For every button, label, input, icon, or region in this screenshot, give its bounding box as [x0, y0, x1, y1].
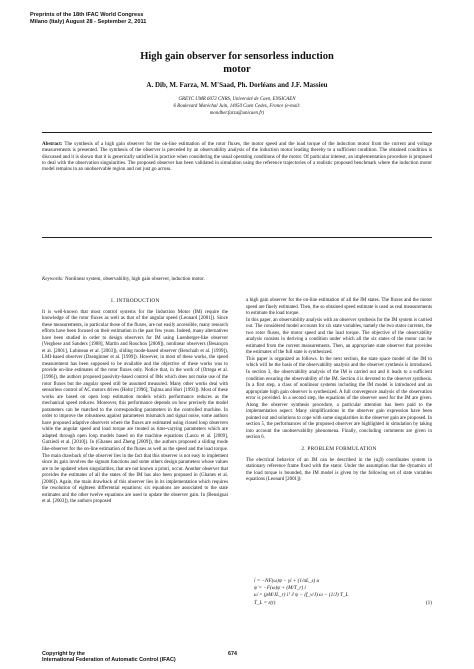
copyright-footer: [42, 651, 176, 664]
left-column: [42, 298, 228, 506]
equation-line-1: i̇ = −NF(ω)ψ − γi + (1/σL_s) u: [254, 578, 320, 584]
affiliation: [140, 97, 334, 117]
affiliation-email: mondher.farza@unicaen.fr): [209, 110, 265, 116]
conference-name: Preprints of the 18th IFAC World Congress: [30, 12, 144, 18]
equation-block: [254, 578, 432, 636]
page-number: 674: [228, 651, 237, 657]
right-column: [246, 298, 432, 484]
equation-line-4: Ṫ_L = ε(t): [254, 599, 276, 606]
keywords: [42, 276, 432, 282]
affiliation-line-2: 6 Boulevard Maréchal Juin, 14050 Caen Cedex, France (e-mail:: [173, 103, 301, 109]
section-title-introduction: 1. INTRODUCTION: [110, 298, 160, 304]
keywords-label: Keywords:: [42, 276, 64, 282]
equation-number: (1): [425, 600, 432, 606]
intro-continued-paragraph: a high gain observer for the on-line estimation of all the IM states. The fluxes and the motor speed are finely estimated. Then, the so obtained speed estimate is used as real measurements to estimate the load torque.: [246, 298, 432, 317]
paper-title: [60, 50, 414, 76]
equation-line-2: ψ̇ = −F(ω)ψ + (M/T_r) i: [254, 585, 306, 592]
problem-formulation-paragraph: The electrical behavior of an IM can be described in the (α,β) coordinates system in stationary reference frame fixed with the stator. Under the assumption that the dynamics of the load torque is bounded, the IM model is given by the following set of state variables equations (Leonard [2001]):: [246, 457, 432, 483]
abstract: [42, 141, 432, 172]
copyright-line-1: Copyright by the: [42, 651, 85, 657]
abstract-label: Abstract:: [42, 141, 63, 147]
equation-line-3: ω̇ = (pM/JL_r) iᵀ J ψ − (f_v/J) ω − (1/J) T_L: [254, 592, 349, 599]
title-line-1: High gain observer for sensorless induction: [140, 51, 334, 62]
abstract-text: The synthesis of a high gain observer for the on-line estimation of the rotor fluxes, the motor speed and the load torque of the induction motor from the current and voltage measurements is presented. The synthesis of the observer is preceded by an observability analysis of the induction motor leading thereby to a sufficient condition. The obtained condition is discussed and it is shown that it is generically satisfied in practice when considering the usual operating conditions of the motor. Of particular interest, an implementation procedure is proposed to deal with the observation singularities. The proposed observer has been validated in simulation using the reference trajectories of a realistic proposed benchmark where the induction motor model remains in an unobservable region and not just go across.: [42, 141, 433, 173]
affiliation-line-1: GREYC UMR 6072 CNRS, Université de Caen, ENSICAEN: [178, 97, 296, 102]
paper-aim-paragraph: In this paper, an observability analysis with an observer synthesis for the IM system is carried out. The considered model accounts for six state variables, namely the two stator currents, the two rotor fluxes, the motor speed and the load torque. The objective of the observability analysis consists in deriving a condition under which all the six states of the motor can be estimated from the current measurements. Then, an appropriate state observer that provides the estimates of the full state is synthesized.: [246, 317, 432, 356]
copyright-line-2: International Federation of Automatic Control (IFAC): [42, 657, 176, 664]
conference-header: [30, 12, 146, 26]
section-title-problem-formulation: 2. PROBLEM FORMULATION: [301, 446, 377, 453]
author-list: A. Dib, M. Farza, M. M'Saad, Ph. Dorléans and J.F. Massieu: [146, 81, 328, 89]
keywords-text: Nonlinear system, observability, high gain observer, induction motor.: [64, 276, 205, 282]
title-line-2: motor: [223, 64, 251, 75]
paper-organization-paragraph: This paper is organized as follows. In the next section, the state space model of the IM to which will be the basis of the observability analysis and the observer synthesis is introduced. In section 3, the observability analysis of the IM is carried out and it leads to a sufficient condition ensuring the observability of the IM. Section 4 is devoted to the observer synthesis. In a first step, a class of nonlinear systems including the IM model is introduced and an appropriate high gain observer is synthesized. A full convergence analysis of the observation error is provided. In a second step, the equations of the observer used for the IM are given. Along the observer synthesis procedure, a particular attention has been paid to the implementation aspect. Many simplifications in the observer gain expression have been pointed out and solutions to cope with some singularities in the observer gain are proposed. In section 5, the performances of the proposed observer are highlighted in simulation by taking into account the unobservability phenomena. Finally, concluding comments are given in section 6.: [246, 356, 432, 441]
conference-dates: Milano (Italy) August 28 - September 2, 2011: [30, 19, 147, 25]
intro-paragraph: It is well-known that most control systems for the Induction Motor (IM) require the knowledge of the rotor fluxes as well as that of the angular speed (Leonard [2001]). Since these measurements, in particular those of the fluxes, are not easily accessible, many research efforts have been focused on their estimation in the past few years. Indeed, many alternatives have been studied in order to design observers for IM using Luenberger-like observer (Verghese and Sanders [1988], Martin and Rouchon [2000]), nonlinear observers (Besançon et al. [2001], Lubineau et al. [2003]), sliding mode-based observer (Benchaib et al. [1999]), LMI-based observer (Dzenginner et al. [1999]). However, in most of these works, the speed measurement has been supposed to be available and the objective of these works was to provide on-line estimates of the rotor fluxes only. Notice that, in the work of (Ortega et al. [1996]), the authors proposed passivity-based control of IMs which does not make use of the rotor fluxes but the angular speed still be assumed measured. Many other works deal with sensorless control of AC motors drives (Holtz [1996], Tajima and Hori [1993]). Most of these works are based on open loop estimation models which performance reduces as the mechanical speed reduces. Moreover, this performance depends on how precisely the model parameters can be matched to the corresponding parameters in the controlled machine. In order to improve the robustness against parameters mismatch and signal noise, some authors have proposed adaptive observers where the fluxes are estimated using closed loop observers while the angular speed and load torque are treated as time-varying parameters which are adapted through open loop models based on the machine equations (Lascu et al. [2009], Garziedi et al. [2010]). In (Ghanes and Zheng [2009]), the authors proposed a sliding mode like-observer for the on-line estimation of the fluxes as well as the speed and the load torque. The main drawback of the observer lies in the fact that this observer is not easy to implement since its gain involves the signum functions and some others design parameters whose values are to be updated when singularities, that are not known a priori, occur. Another observer that provides the estimates of all the states of the IM has also been proposed in (Ghanes et al. [2006]). Again, the main drawback of this observer lies in its implementation which requires the resolution of eighteen differential equations: six equations are associated to the state estimates and the other twelve equations are used to update the observer gain. In (Bensiguai et al. [2003]), the authors proposed: [42, 309, 228, 505]
